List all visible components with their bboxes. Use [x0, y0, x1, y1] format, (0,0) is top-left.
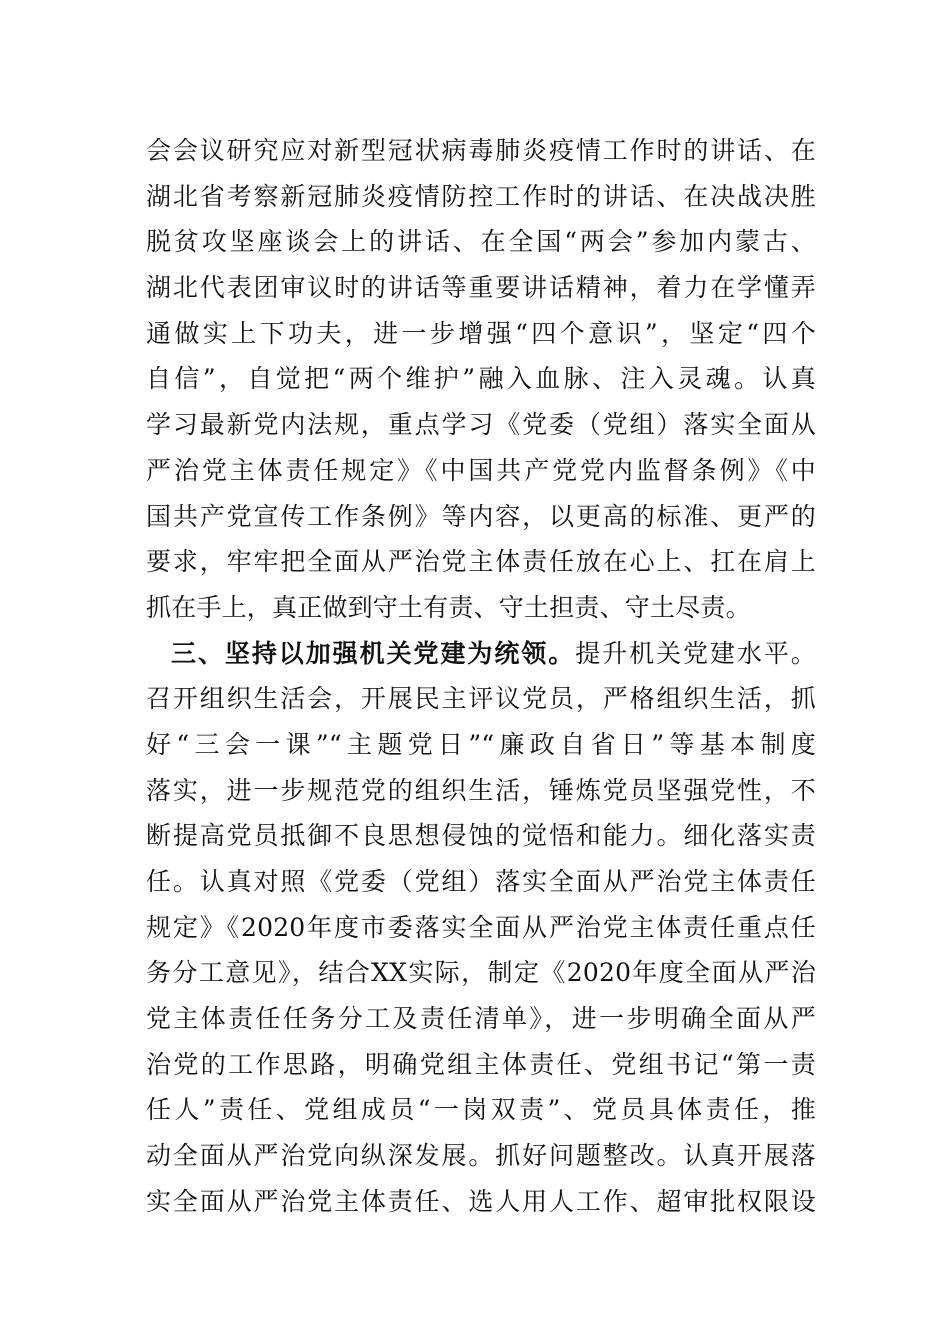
paragraph2-line-5: 任。认真对照《党委（党组）落实全面从严治党主体责任 [146, 867, 816, 896]
paragraph2-line-1: 召开组织生活会，开展民主评议党员，严格组织生活，抓 [146, 684, 816, 714]
paragraph2-line-6: 规定》《2020年度市委落实全面从严治党主体责任重点任 [146, 912, 816, 942]
paragraph2-line-7: 务分工意见》，结合XX实际，制定《2020年度全面从严治 [146, 958, 816, 988]
section-heading-line [146, 631, 816, 677]
paragraph2-line-4: 断提高党员抵御不良思想侵蚀的觉悟和能力。细化落实责 [146, 821, 816, 851]
paragraph2-line-8: 党主体责任任务分工及责任清单》，进一步明确全面从严 [146, 1004, 816, 1034]
paragraph-line-3: 脱贫攻坚座谈会上的讲话、在全国“两会”参加内蒙古、 [146, 227, 816, 257]
paragraph2-line-12: 实全面从严治党主体责任、选人用人工作、超审批权限设 [146, 1186, 816, 1216]
paragraph-line-10: 要求，牢牢把全面从严治党主体责任放在心上、扛在肩上 [146, 547, 816, 577]
paragraph2-line-11: 动全面从严治党向纵深发展。抓好问题整改。认真开展落 [146, 1141, 816, 1171]
paragraph-line-6: 自信”，自觉把“两个维护”融入血脉、注入灵魂。认真 [146, 364, 816, 394]
paragraph-line-5: 通做实上下功夫，进一步增强“四个意识”，坚定“四个 [146, 318, 816, 348]
paragraph2-line-9: 治党的工作思路，明确党组主体责任、党组书记“第一责 [146, 1049, 816, 1079]
paragraph2-line-3: 落实，进一步规范党的组织生活，锤炼党员坚强党性，不 [146, 775, 816, 805]
paragraph-line-4: 湖北代表团审议时的讲话等重要讲话精神，着力在学懂弄 [146, 273, 816, 303]
paragraph-line-2: 湖北省考察新冠肺炎疫情防控工作时的讲话、在决战决胜 [146, 181, 816, 211]
paragraph2-line-2: 好“三会一课”“主题党日”“廉政自省日”等基本制度 [146, 729, 816, 759]
paragraph-line-1: 会会议研究应对新型冠状病毒肺炎疫情工作时的讲话、在 [146, 136, 816, 165]
paragraph-line-7: 学习最新党内法规，重点学习《党委（党组）落实全面从 [146, 410, 816, 440]
paragraph-line-8: 严治党主体责任规定》《中国共产党党内监督条例》《中 [146, 455, 816, 485]
paragraph2-line-10: 任人”责任、党组成员“一岗双责”、党员具体责任，推 [146, 1095, 816, 1125]
section-heading-bold: 三、坚持以加强机关党建为统领。 [171, 638, 576, 668]
document-body [146, 128, 816, 1225]
paragraph-line-11: 抓在手上，真正做到守土有责、守土担责、守土尽责。 [146, 592, 751, 622]
paragraph-line-9: 国共产党宣传工作条例》等内容，以更高的标准、更严的 [146, 501, 816, 531]
section-heading-rest: 提升机关党建水平。 [575, 638, 816, 668]
